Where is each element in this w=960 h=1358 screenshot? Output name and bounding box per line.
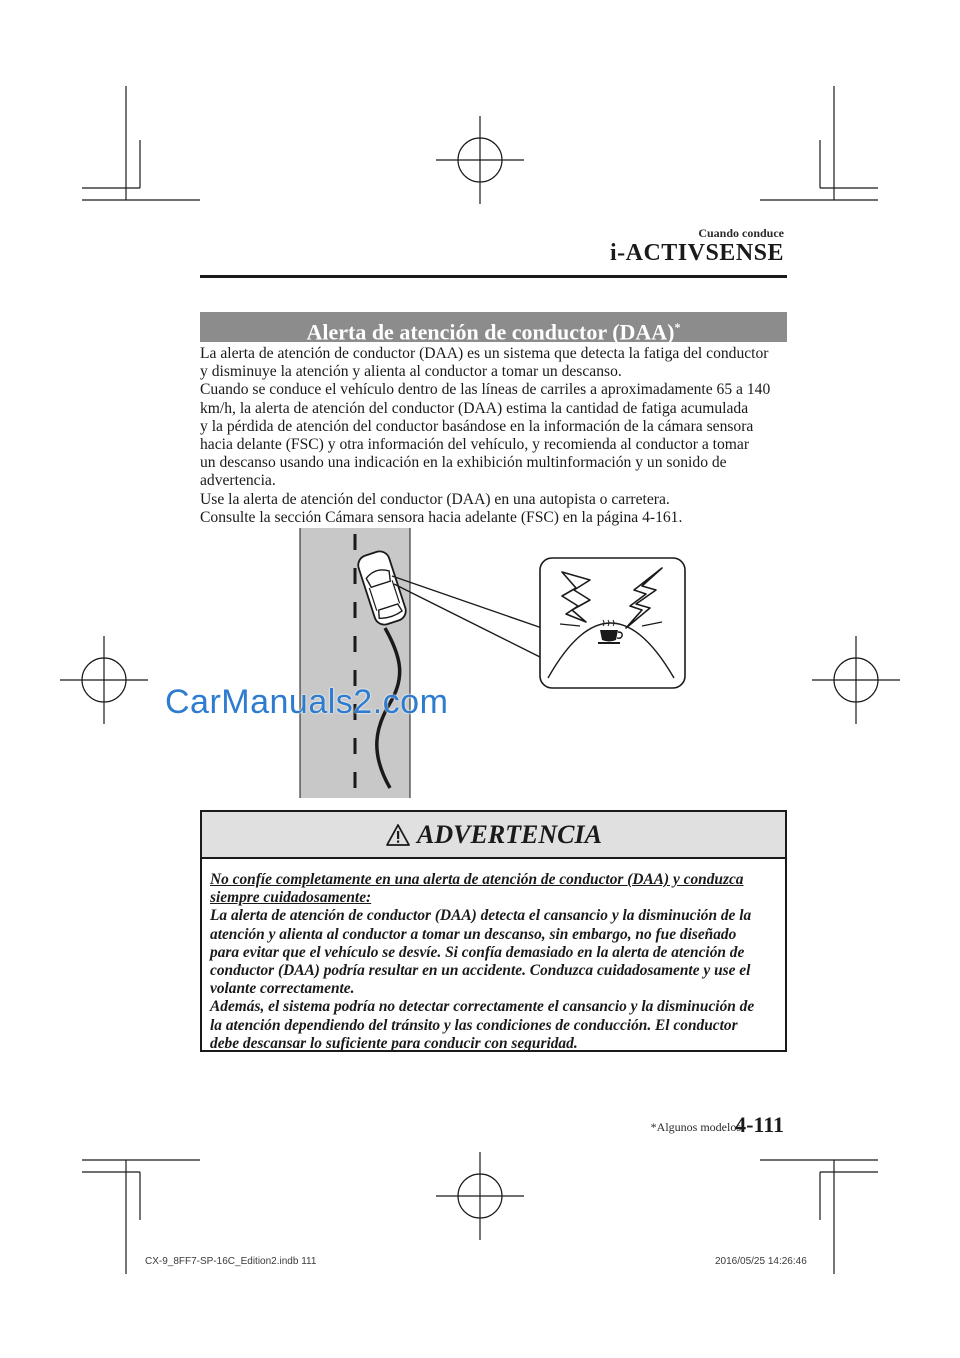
warning-lead-line: siempre cuidadosamente: (210, 889, 372, 907)
daa-illustration (290, 528, 690, 800)
warning-line: para evitar que el vehículo se desvíe. Si confía demasiado en la alerta de atención de (210, 943, 745, 961)
footnote: *Algunos modelos. (650, 1120, 744, 1134)
section-title: Alerta de atención de conductor (DAA) (306, 319, 675, 345)
body-line: y la pérdida de atención del conductor basándose en la información de la cámara sensora (200, 417, 754, 435)
chapter-title: i-ACTIVSENSE (609, 240, 784, 266)
warning-line: volante correctamente. (210, 980, 355, 998)
header-rule (200, 275, 787, 278)
warning-line: la atención dependiendo del tránsito y las condiciones de conducción. El conductor (210, 1016, 738, 1034)
watermark: CarManuals2.com (165, 683, 449, 721)
body-line: hacia delante (FSC) y otra información del vehículo, y recomienda al conductor a tomar (200, 436, 750, 454)
body-line: Use la alerta de atención del conductor (DAA) en una autopista o carretera. (200, 490, 670, 508)
print-file-info: CX-9_8FF7-SP-16C_Edition2.indb 111 (145, 1256, 317, 1267)
body-line: La alerta de atención de conductor (DAA) es un sistema que detecta la fatiga del conductor (200, 345, 769, 362)
section-label: Cuando conduce (698, 226, 784, 240)
warning-body (202, 859, 785, 1053)
models-marker: * (674, 320, 681, 334)
warning-line: atención y alienta al conductor a tomar un descanso, sin embargo, no fue diseñado (210, 925, 737, 943)
body-line: y disminuye la atención y alienta al conductor a tomar un descanso. (200, 363, 622, 381)
body-line: advertencia. (200, 472, 276, 490)
warning-line: Además, el sistema podría no detectar correctamente el cansancio y la disminución de (210, 998, 755, 1016)
warning-line: La alerta de atención de conductor (DAA) detecta el cansancio y la disminución de la (210, 907, 752, 925)
body-line: un descanso usando una indicación en la exhibición multinformación y un sonido de (200, 454, 727, 472)
warning-lead-line: No confíe completamente en una alerta de atención de conductor (DAA) y conduzca (210, 871, 744, 888)
warning-line: conductor (DAA) podría resultar en un accidente. Conduzca cuidadosamente y use el (210, 962, 751, 980)
warning-line: debe descansar lo suficiente para conducir con seguridad. (210, 1034, 578, 1052)
warning-header (202, 812, 785, 859)
body-line: Cuando se conduce el vehículo dentro de las líneas de carriles a aproximadamente 65 a 140 (200, 381, 771, 399)
warning-title: ADVERTENCIA (417, 819, 602, 849)
body-line: Consulte la sección Cámara sensora hacia adelante (FSC) en la página 4-161. (200, 508, 683, 526)
warning-triangle-icon (385, 823, 411, 847)
section-title-banner (200, 312, 787, 345)
warning-box (200, 810, 787, 1052)
body-line: km/h, la alerta de atención del conductor (DAA) estima la cantidad de fatiga acumulada (200, 399, 749, 417)
print-timestamp: 2016/05/25 14:26:46 (715, 1256, 807, 1267)
body-text (200, 345, 790, 527)
page-number: 4-111 (735, 1112, 784, 1137)
